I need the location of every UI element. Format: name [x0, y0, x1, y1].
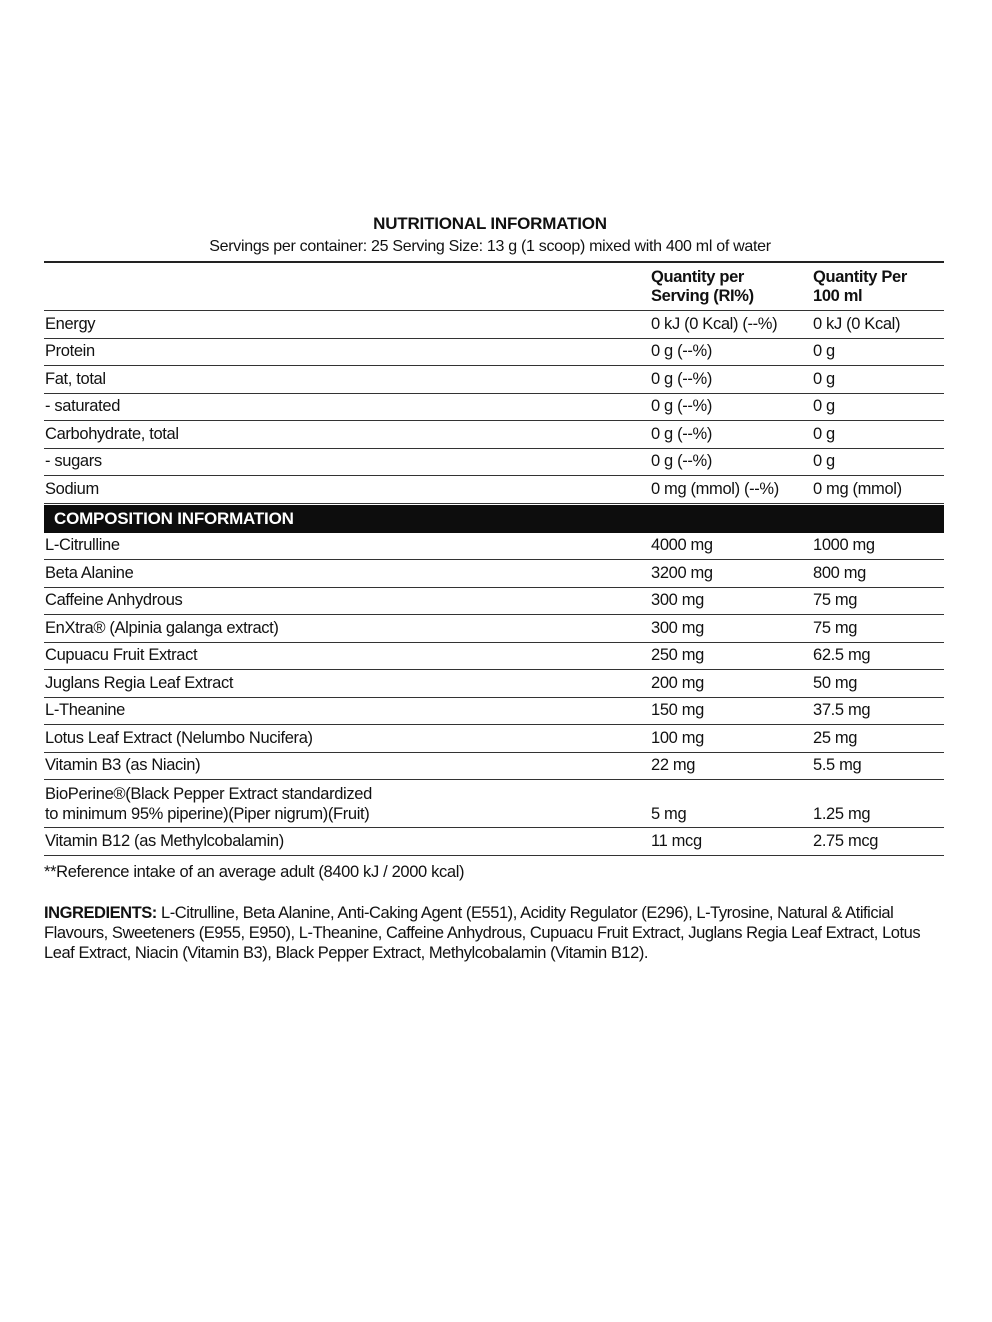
footnote: **Reference intake of an average adult (8400 kJ / 2000 kcal)	[44, 862, 465, 881]
row-name: Juglans Regia Leaf Extract	[45, 673, 234, 692]
row-per-100: 0 g	[813, 397, 835, 416]
row-per-serving: 0 kJ (0 Kcal) (--%)	[651, 314, 778, 333]
table-row	[44, 615, 944, 643]
header-per-serving-line2: Serving (RI%)	[651, 286, 754, 305]
row-name: - sugars	[45, 452, 102, 471]
row-name: Fat, total	[45, 369, 106, 388]
row-per-serving: 0 mg (mmol) (--%)	[651, 479, 779, 498]
header-per-100-line1: Quantity Per	[813, 267, 907, 286]
row-name: Beta Alanine	[45, 563, 134, 582]
row-name	[44, 784, 651, 824]
row-per-100: 0 g	[813, 452, 835, 471]
panel-title: NUTRITIONAL INFORMATION	[373, 214, 607, 233]
row-per-100: 62.5 mg	[813, 646, 871, 665]
row-per-serving: 200 mg	[651, 673, 704, 692]
composition-rows	[44, 533, 944, 781]
row-per-100: 1000 mg	[813, 536, 875, 555]
row-per-serving: 250 mg	[651, 646, 704, 665]
row-name: L-Citrulline	[45, 536, 120, 555]
table-row	[44, 366, 944, 394]
row-per-serving: 100 mg	[651, 728, 704, 747]
table-row	[44, 643, 944, 671]
row-name: Protein	[45, 342, 95, 361]
row-per-serving: 11 mcg	[651, 831, 702, 850]
row-per-100: 800 mg	[813, 563, 866, 582]
table-row	[44, 394, 944, 422]
row-name: Caffeine Anhydrous	[45, 591, 183, 610]
table-row-b12	[44, 828, 944, 856]
row-per-serving: 0 g (--%)	[651, 397, 713, 416]
row-name: Vitamin B12 (as Methylcobalamin)	[45, 831, 284, 850]
composition-header: COMPOSITION INFORMATION	[44, 505, 944, 533]
serving-info: Servings per container: 25 Serving Size: 13 g (1 scoop) mixed with 400 ml of water	[209, 238, 771, 255]
table-row	[44, 588, 944, 616]
nutrition-rows	[44, 311, 944, 504]
row-name: Energy	[45, 314, 96, 333]
row-per-100: 0 g	[813, 342, 835, 361]
ingredients-text: L-Citrulline, Beta Alanine, Anti-Caking Agent (E551), Acidity Regulator (E296), L-Tyrosine, Natural & Atificial Flavours, Sweeteners (E955, E950), L-Theanine, Caffeine Anhydrous, Cupuacu Fruit Extract, Juglans Regia Leaf Extract, Lotus Leaf Extract, Niacin (Vitamin B3), Black Pepper Extract, Methylcobalamin (Vitamin B12).	[44, 903, 921, 962]
table-header	[44, 263, 944, 311]
row-per-serving: 22 mg	[651, 756, 696, 775]
row-name: Cupuacu Fruit Extract	[45, 646, 198, 665]
table-row	[44, 311, 944, 339]
row-per-serving: 300 mg	[651, 618, 704, 637]
row-per-100: 25 mg	[813, 728, 858, 747]
row-per-100: 0 g	[813, 424, 835, 443]
table-row	[44, 725, 944, 753]
row-name: - saturated	[45, 397, 121, 416]
row-per-serving: 3200 mg	[651, 563, 713, 582]
row-name: Lotus Leaf Extract (Nelumbo Nucifera)	[45, 728, 313, 747]
ingredients-block	[44, 903, 949, 963]
row-per-serving: 4000 mg	[651, 536, 713, 555]
row-per-serving: 5 mg	[651, 805, 687, 823]
table-row	[44, 670, 944, 698]
header-per-100-line2: 100 ml	[813, 286, 863, 305]
nutrition-panel	[44, 212, 944, 963]
row-per-serving: 0 g (--%)	[651, 342, 713, 361]
row-per-100: 2.75 mcg	[813, 831, 879, 850]
row-per-serving: 0 g (--%)	[651, 424, 713, 443]
table-row-bioperine	[44, 780, 944, 828]
row-name: L-Theanine	[45, 701, 125, 720]
table-row	[44, 476, 944, 504]
row-name: Carbohydrate, total	[45, 424, 179, 443]
table-row	[44, 560, 944, 588]
header-per-100	[813, 268, 944, 306]
table-row	[44, 533, 944, 561]
row-per-100: 0 kJ (0 Kcal)	[813, 314, 901, 333]
bioperine-name-line2: to minimum 95% piperine)(Piper nigrum)(Fruit)	[45, 805, 370, 823]
row-per-serving: 0 g (--%)	[651, 452, 713, 471]
table-row	[44, 421, 944, 449]
row-per-100: 5.5 mg	[813, 756, 862, 775]
row-name: Vitamin B3 (as Niacin)	[45, 756, 201, 775]
table-row	[44, 698, 944, 726]
row-name: EnXtra® (Alpinia galanga extract)	[45, 618, 279, 637]
header-per-serving	[651, 268, 813, 306]
row-per-serving: 150 mg	[651, 701, 704, 720]
row-per-100: 37.5 mg	[813, 701, 871, 720]
bioperine-name-line1: BioPerine®(Black Pepper Extract standardized	[45, 785, 372, 803]
row-per-100: 1.25 mg	[813, 805, 871, 823]
row-per-100: 50 mg	[813, 673, 858, 692]
ingredients-label: INGREDIENTS:	[44, 903, 157, 922]
header-per-serving-line1: Quantity per	[651, 267, 744, 286]
row-name: Sodium	[45, 479, 99, 498]
row-per-100: 0 mg (mmol)	[813, 479, 902, 498]
row-per-serving: 300 mg	[651, 591, 704, 610]
row-per-100: 0 g	[813, 369, 835, 388]
row-per-serving: 0 g (--%)	[651, 369, 713, 388]
row-per-100: 75 mg	[813, 618, 858, 637]
table-row	[44, 449, 944, 477]
table-row	[44, 339, 944, 367]
row-per-100: 75 mg	[813, 591, 858, 610]
table-row	[44, 753, 944, 781]
